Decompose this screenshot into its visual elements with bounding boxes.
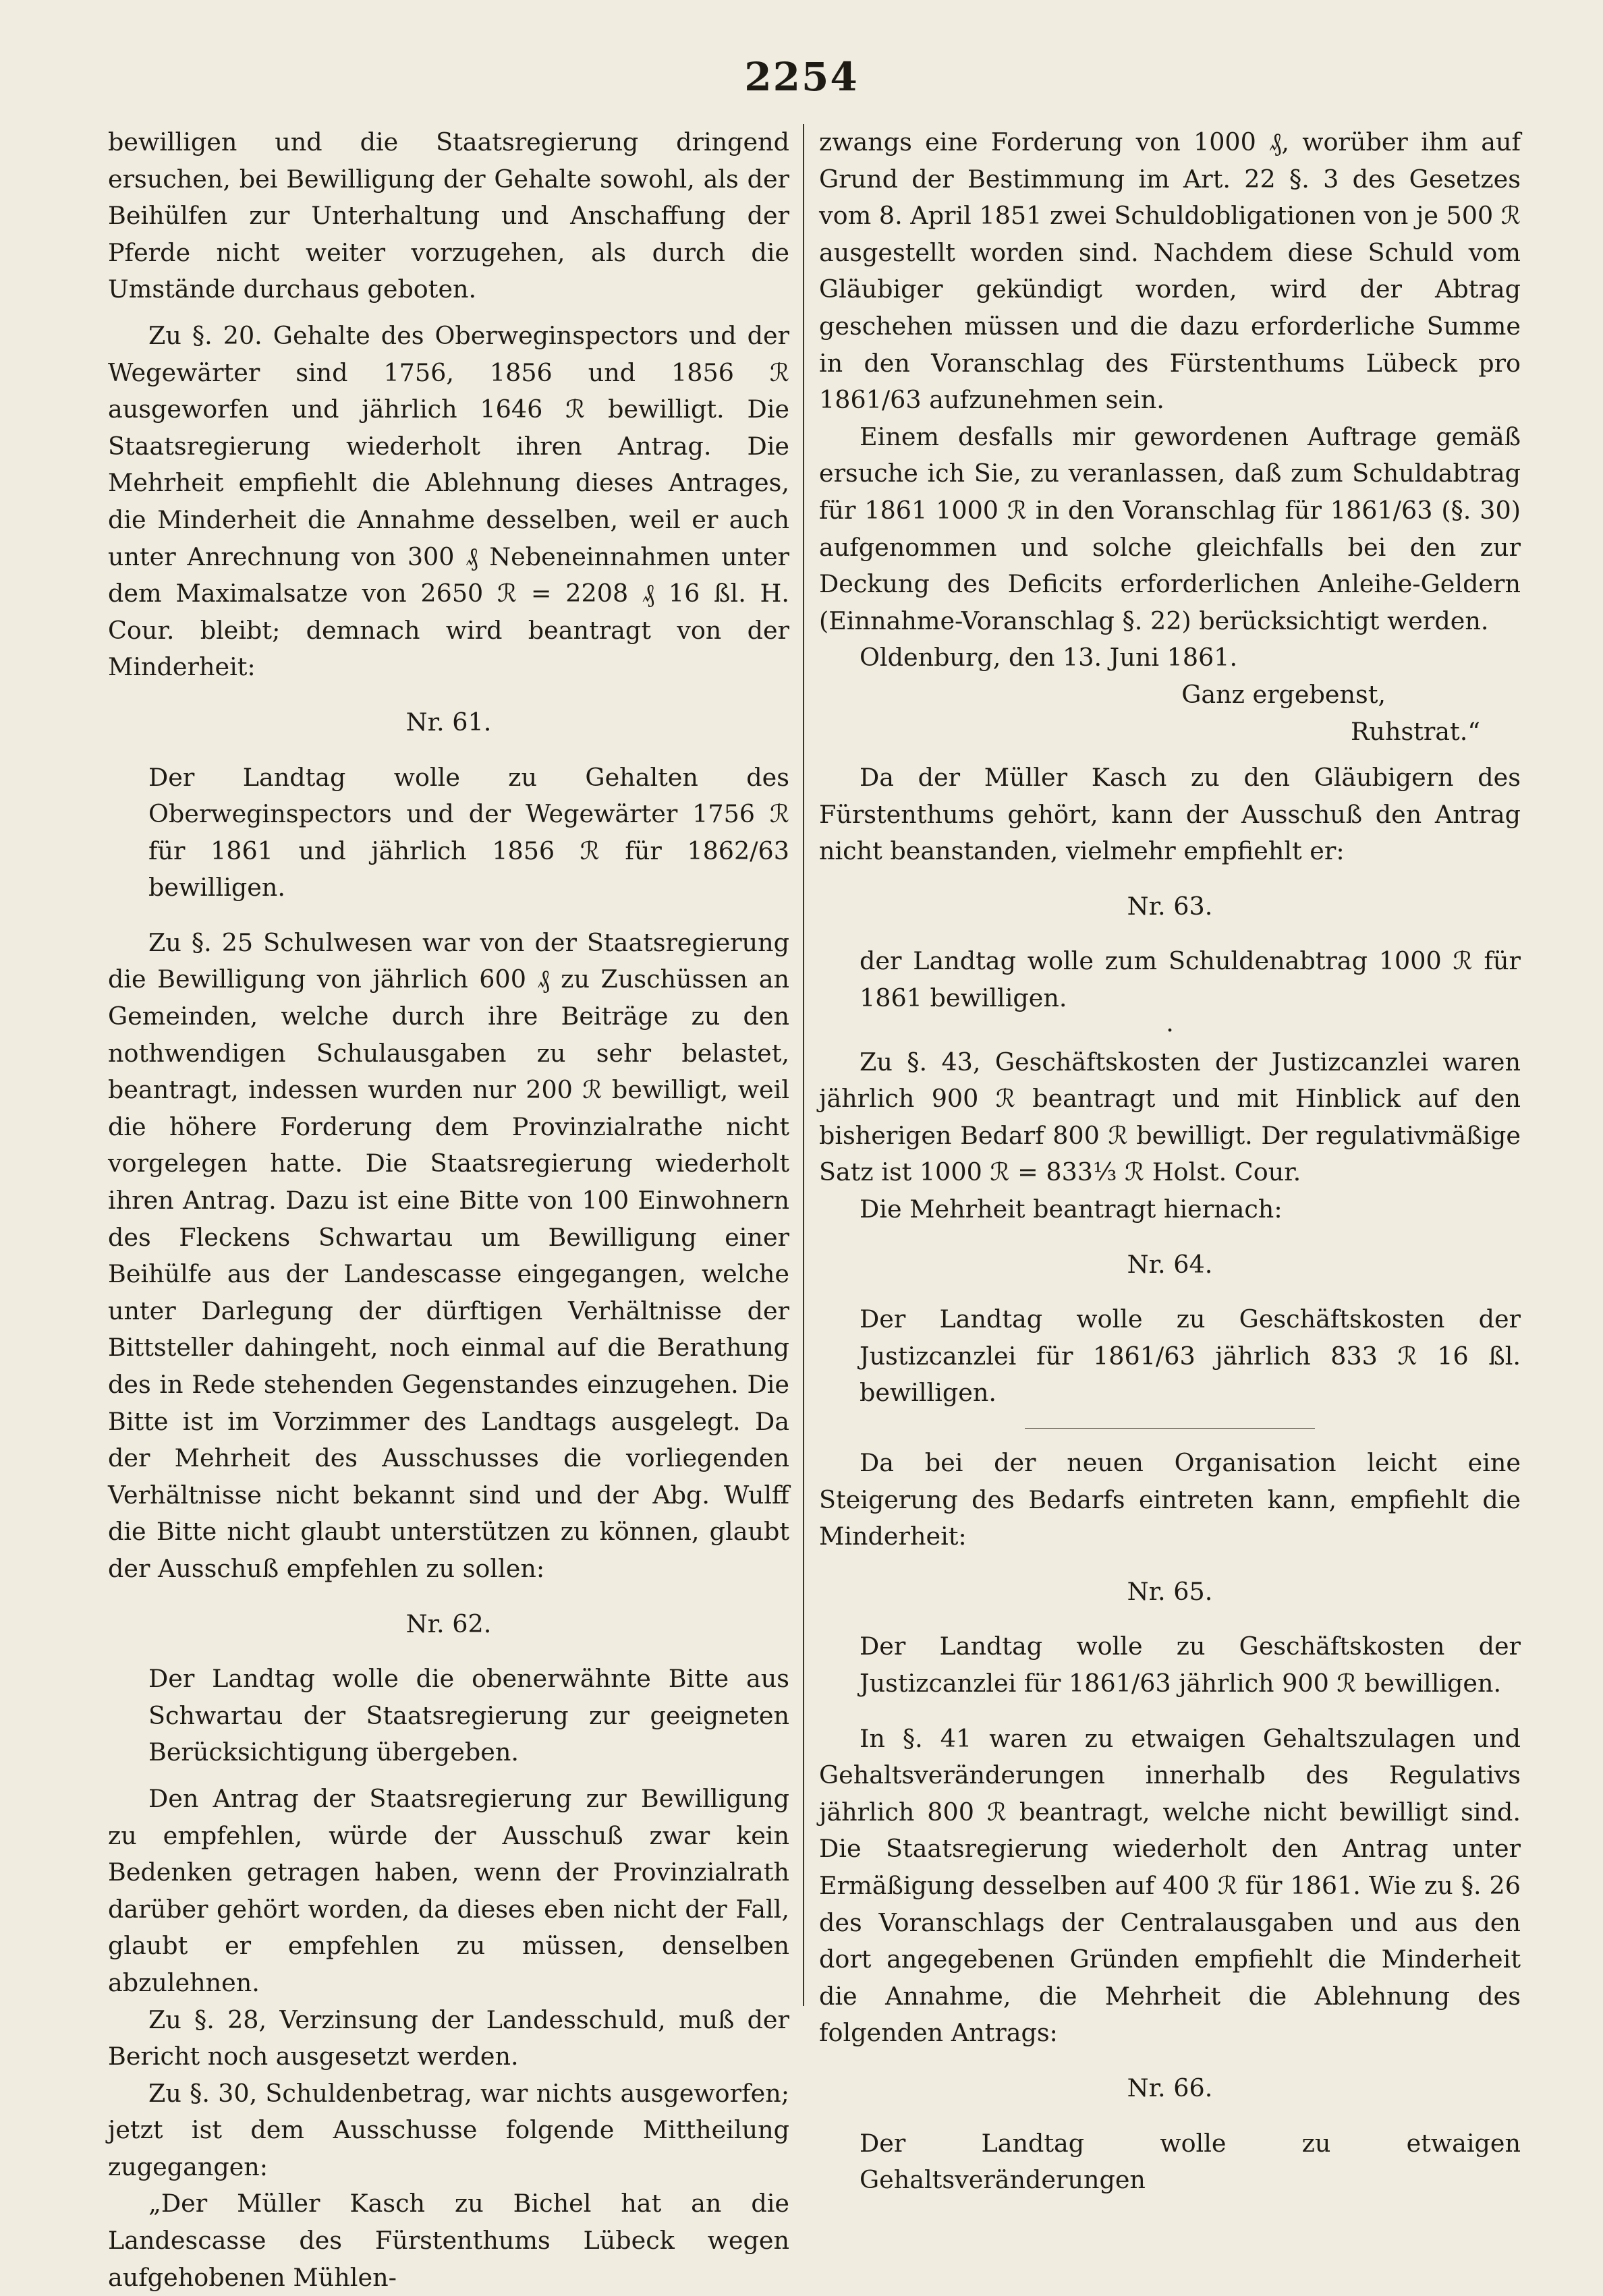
spacer [108, 907, 789, 925]
left-column [108, 124, 789, 2296]
paragraph: · [1166, 1015, 1174, 1045]
motion-number: Nr. 64. [1127, 1249, 1213, 1279]
paragraph: zwangs eine Forderung von 1000 ₰, worüber ihm auf Grund der Bestimmung im Art. 22 §. 3 des Gesetzes vom 8. April 1851 zwei Schuldobligationen von je 500 ℛ ausgestellt worden sind. Nachdem diese Schuld vom Gläubiger gekündigt worden, wird der Abtrag geschehen müssen und die dazu erforderliche Summe in den Voranschlag des Fürstenthums Lübeck pro 1861/63 aufzunehmen sein. [819, 127, 1521, 415]
spacer [819, 750, 1521, 759]
motion-number: Nr. 62. [405, 1609, 492, 1638]
paragraph: der Landtag wolle zum Schuldenabtrag 1000 ℛ für 1861 bewilligen. [860, 946, 1521, 1013]
spacer [108, 1771, 789, 1781]
paragraph: Einem desfalls mir gewordenen Auftrage gemäß ersuche ich Sie, zu veranlassen, daß zum Schuldabtrag für 1861 1000 ℛ in den Voranschlag für 1861/63 (§. 30) aufgenommen und solche gleichfalls bei den zur Deckung des Deficits erforderlichen Anleihe-Geldern (Einnahme-Voranschlag §. 22) berücksichtigt werden. [819, 422, 1521, 635]
spacer [108, 308, 789, 318]
motion-number: Nr. 66. [1127, 2073, 1213, 2102]
spacer [819, 1702, 1521, 1721]
paragraph: Die Mehrheit beantragt hiernach: [860, 1195, 1283, 1224]
motion-number: Nr. 65. [1127, 1576, 1213, 1606]
paragraph: „Der Müller Kasch zu Bichel hat an die Landescasse des Fürstenthums Lübeck wegen aufgehobenen Mühlen- [108, 2189, 789, 2292]
paragraph: Zu §. 20. Gehalte des Oberweginspectors und der Wegewärter sind 1756, 1856 und 1856 ℛ ausgeworfen und jährlich 1646 ℛ bewilligt. Die Staatsregierung wiederholt ihren Antrag. Die Mehrheit empfiehlt die Ablehnung dieses Antrages, die Minderheit die Annahme desselben, weil er auch unter Anrechnung von 300 ₰ Nebeneinnahmen unter dem Maximalsatze von 2650 ℛ = 2208 ₰ 16 ßl. H. Cour. bleibt; demnach wird beantragt von der Minderheit: [108, 320, 789, 682]
paragraph: Der Landtag wolle zu Geschäftskosten der Justizcanzlei für 1861/63 jährlich 833 ℛ 16 ßl. bewilligen. [860, 1304, 1521, 1408]
paragraph: Der Landtag wolle zu etwaigen Gehaltsveränderungen [860, 2128, 1521, 2195]
paragraph: bewilligen und die Staatsregierung dringend ersuchen, bei Bewilligung der Gehalte sowohl, als der Beihülfen zur Unterhaltung und Anschaffung der Pferde nicht weiter vorzugehen, als durch die Umstände durchaus geboten. [108, 127, 789, 304]
paragraph: Der Landtag wolle zu Geschäftskosten der Justizcanzlei für 1861/63 jährlich 900 ℛ bewilligen. [860, 1632, 1521, 1698]
paragraph: Der Landtag wolle zu Gehalten des Oberweginspectors und der Wegewärter 1756 ℛ für 1861 und jährlich 1856 ℛ für 1862/63 bewilligen. [148, 762, 789, 902]
paragraph: Zu §. 28, Verzinsung der Landesschuld, muß der Bericht noch ausgesetzt werden. [108, 2005, 789, 2071]
paragraph: Ganz ergebenst, [1181, 679, 1386, 709]
right-column [819, 124, 1521, 2199]
paragraph: In §. 41 waren zu etwaigen Gehaltszulagen und Gehaltsveränderungen innerhalb des Regulativs jährlich 800 ℛ beantragt, welche nicht bewilligt sind. Die Staatsregierung wiederholt den Antrag unter Ermäßigung desselben auf 400 ℛ für 1861. Wie zu §. 26 des Voranschlags der Centralausgaben und aus den dort angegebenen Gründen empfiehlt die Minderheit die Annahme, die Mehrheit die Ablehnung des folgenden Antrags: [819, 1723, 1521, 2048]
motion-number: Nr. 63. [1127, 891, 1213, 921]
paragraph: Zu §. 30, Schuldenbetrag, war nichts ausgeworfen; jetzt ist dem Ausschusse folgende Mittheilung zugegangen: [108, 2078, 789, 2181]
spacer [1025, 1428, 1315, 1429]
paragraph: Oldenburg, den 13. Juni 1861. [860, 643, 1238, 672]
motion-number: Nr. 61. [405, 707, 492, 737]
paragraph: Zu §. 25 Schulwesen war von der Staatsregierung die Bewilligung von jährlich 600 ₰ zu Zuschüssen an Gemeinden, welche durch ihre Beiträge zu den nothwendigen Schulausgaben zu sehr belastet, beantragt, indessen wurden nur 200 ℛ bewilligt, weil die höhere Forderung dem Provinzialrathe nicht vorgelegen hatte. Die Staatsregierung wiederholt ihren Antrag. Dazu ist eine Bitte von 100 Einwohnern des Fleckens Schwartau um Bewilligung einer Beihülfe aus der Landescasse eingegangen, welche unter Darlegung der dürftigen Verhältnisse der Bittsteller dahingeht, noch einmal auf die Berathung des in Rede stehenden Gegenstandes einzugehen. Die Bitte ist im Vorzimmer des Landtags ausgelegt. Da der Mehrheit des Ausschusses die vorliegenden Verhältnisse nicht bekannt sind und der Abg. Wulff die Bitte nicht glaubt unterstützen zu können, glaubt der Ausschuß empfehlen zu sollen: [108, 927, 789, 1583]
paragraph: Da bei der neuen Organisation leicht eine Steigerung des Bedarfs eintreten kann, empfiehlt die Minderheit: [819, 1448, 1521, 1551]
paragraph: Zu §. 43, Geschäftskosten der Justizcanzlei waren jährlich 900 ℛ beantragt und mit Hinblick auf den bisherigen Bedarf 800 ℛ bewilligt. Der regulativmäßige Satz ist 1000 ℛ = 833⅓ ℛ Holst. Cour. [819, 1047, 1521, 1187]
paragraph: Ruhstrat.“ [1350, 716, 1480, 746]
page-number: 2254 [744, 54, 859, 100]
column-divider [803, 124, 804, 2006]
paragraph: Den Antrag der Staatsregierung zur Bewilligung zu empfehlen, würde der Ausschuß zwar kein Bedenken getragen haben, wenn der Provinzialrath darüber gehört worden, da dieses eben nicht der Fall, glaubt er empfehlen zu müssen, denselben abzulehnen. [108, 1783, 789, 1997]
paragraph: Da der Müller Kasch zu den Gläubigern des Fürstenthums gehört, kann der Ausschuß den Antrag nicht beanstanden, vielmehr empfiehlt er: [819, 763, 1521, 866]
paragraph: Der Landtag wolle die obenerwähnte Bitte aus Schwartau der Staatsregierung zur geeigneten Berücksichtigung übergeben. [148, 1664, 789, 1767]
